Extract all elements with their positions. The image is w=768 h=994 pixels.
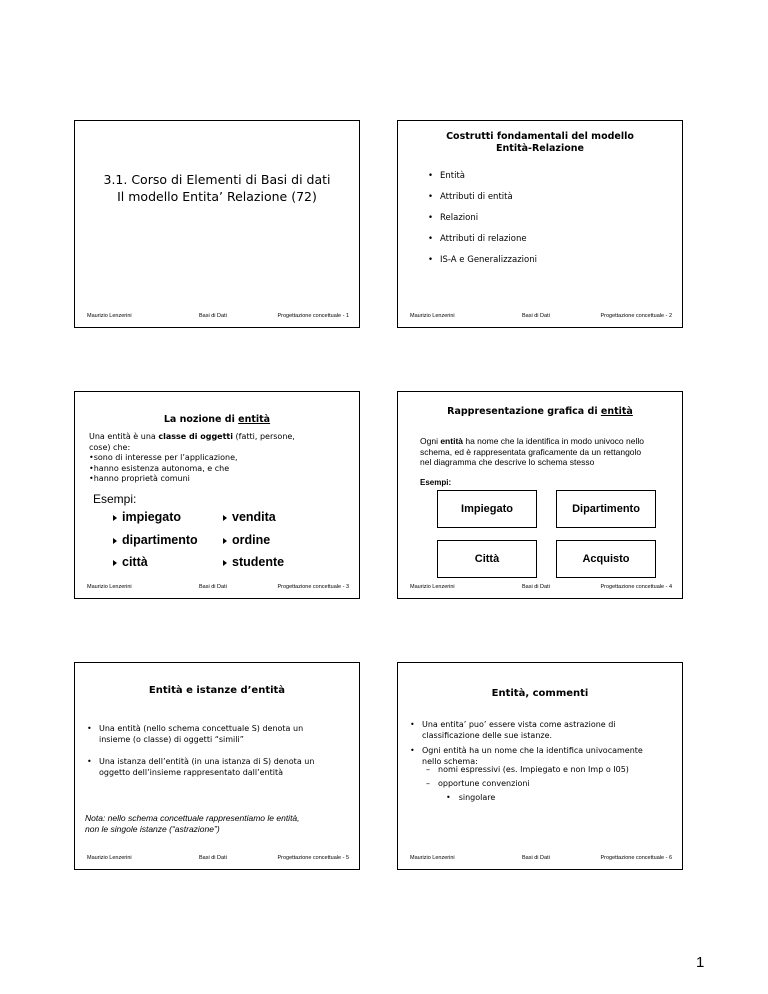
entity-box-citta: Città xyxy=(437,540,537,578)
example-citta: città xyxy=(113,555,148,569)
slide-2-title: Costrutti fondamentali del modello Entità-Relazione xyxy=(446,131,634,154)
slide-6-sublist xyxy=(426,763,629,805)
triangle-bullet-icon xyxy=(223,515,227,521)
esempi-label: Esempi: xyxy=(93,492,137,506)
slide-3 xyxy=(74,391,360,599)
slide-3-title: La nozione di entità xyxy=(163,414,271,425)
footer-course: Basi di Dati xyxy=(522,855,550,861)
triangle-bullet-icon xyxy=(223,538,227,544)
footer-course: Basi di Dati xyxy=(199,584,227,590)
triangle-bullet-icon xyxy=(113,560,117,566)
entity-box-dipartimento: Dipartimento xyxy=(556,490,656,528)
slide-6 xyxy=(397,662,683,870)
list-item: – opportune convenzioni xyxy=(426,779,530,788)
list-item: • Entità xyxy=(428,166,537,187)
list-item: – nomi espressivi (es. Impiegato e non Imp o I05) xyxy=(426,765,629,774)
triangle-bullet-icon xyxy=(113,538,117,544)
footer-page: Progettazione concettuale - 1 xyxy=(277,313,349,319)
list-item: • Attributi di relazione xyxy=(428,229,537,250)
slide-4 xyxy=(397,391,683,599)
list-item: • Attributi di entità xyxy=(428,187,537,208)
footer-course: Basi di Dati xyxy=(199,855,227,861)
slide-4-title: Rappresentazione grafica di entità xyxy=(447,406,633,417)
slide-5-list xyxy=(87,724,314,778)
triangle-bullet-icon xyxy=(223,560,227,566)
slide-5-note: Nota: nello schema concettuale rappresentiamo le entità, non le singole istanze (“astrazione”) xyxy=(85,813,300,834)
slide-4-text: Ogni entità ha nome che la identifica in modo univoco nello schema, ed è rappresentata graficamente da un rettangolo nel diagramma che descrive lo schema stesso xyxy=(420,436,644,467)
page-number: 1 xyxy=(696,954,705,971)
footer-author: Maurizio Lenzerini xyxy=(410,584,455,590)
example-dipartimento: dipartimento xyxy=(113,533,198,547)
footer-course: Basi di Dati xyxy=(199,313,227,319)
list-item: • Relazioni xyxy=(428,208,537,229)
slide-1 xyxy=(74,120,360,328)
entity-box-acquisto: Acquisto xyxy=(556,540,656,578)
footer-course: Basi di Dati xyxy=(522,584,550,590)
slide-6-list xyxy=(410,719,643,767)
slide-2 xyxy=(397,120,683,328)
footer-page: Progettazione concettuale - 2 xyxy=(600,313,672,319)
list-item: • IS-A e Generalizzazioni xyxy=(428,250,537,271)
list-item: • Una entita’ puo’ essere vista come astrazione di classificazione delle sue istanze. xyxy=(410,719,643,741)
slide-5 xyxy=(74,662,360,870)
example-impiegato: impiegato xyxy=(113,510,181,524)
example-vendita: vendita xyxy=(223,510,276,524)
slide-2-list xyxy=(428,166,537,271)
slide-6-title: Entità, commenti xyxy=(491,688,589,699)
triangle-bullet-icon xyxy=(113,515,117,521)
example-ordine: ordine xyxy=(223,533,270,547)
footer-page: Progettazione concettuale - 6 xyxy=(600,855,672,861)
footer-page: Progettazione concettuale - 5 xyxy=(277,855,349,861)
footer-author: Maurizio Lenzerini xyxy=(410,855,455,861)
footer-author: Maurizio Lenzerini xyxy=(410,313,455,319)
entity-box-impiegato: Impiegato xyxy=(437,490,537,528)
list-item: • Ogni entità ha un nome che la identifica univocamente nello schema: xyxy=(410,745,643,767)
list-item: • singolare xyxy=(446,793,496,802)
footer-author: Maurizio Lenzerini xyxy=(87,313,132,319)
footer-author: Maurizio Lenzerini xyxy=(87,855,132,861)
list-item: • Una entità (nello schema concettuale S) denota un insieme (o classe) di oggetti “simili” xyxy=(87,724,314,745)
footer-page: Progettazione concettuale - 4 xyxy=(600,584,672,590)
esempi-label: Esempi: xyxy=(420,478,452,487)
example-studente: studente xyxy=(223,555,284,569)
list-item: • Una istanza dell’entità (in una istanza di S) denota un oggetto dell’insieme rappresentato dall’entità xyxy=(87,757,314,778)
slide-1-title: 3.1. Corso di Elementi di Basi di dati Il modello Entita’ Relazione (72) xyxy=(103,172,331,204)
footer-author: Maurizio Lenzerini xyxy=(87,584,132,590)
slide-5-title: Entità e istanze d’entità xyxy=(148,685,286,696)
footer-page: Progettazione concettuale - 3 xyxy=(277,584,349,590)
slide-3-text: Una entità è una classe di oggetti (fatti, persone, cose) che: •sono di interesse per l’applicazione, •hanno esistenza autonoma, e che •hanno proprietà comuni xyxy=(89,432,295,483)
footer-course: Basi di Dati xyxy=(522,313,550,319)
